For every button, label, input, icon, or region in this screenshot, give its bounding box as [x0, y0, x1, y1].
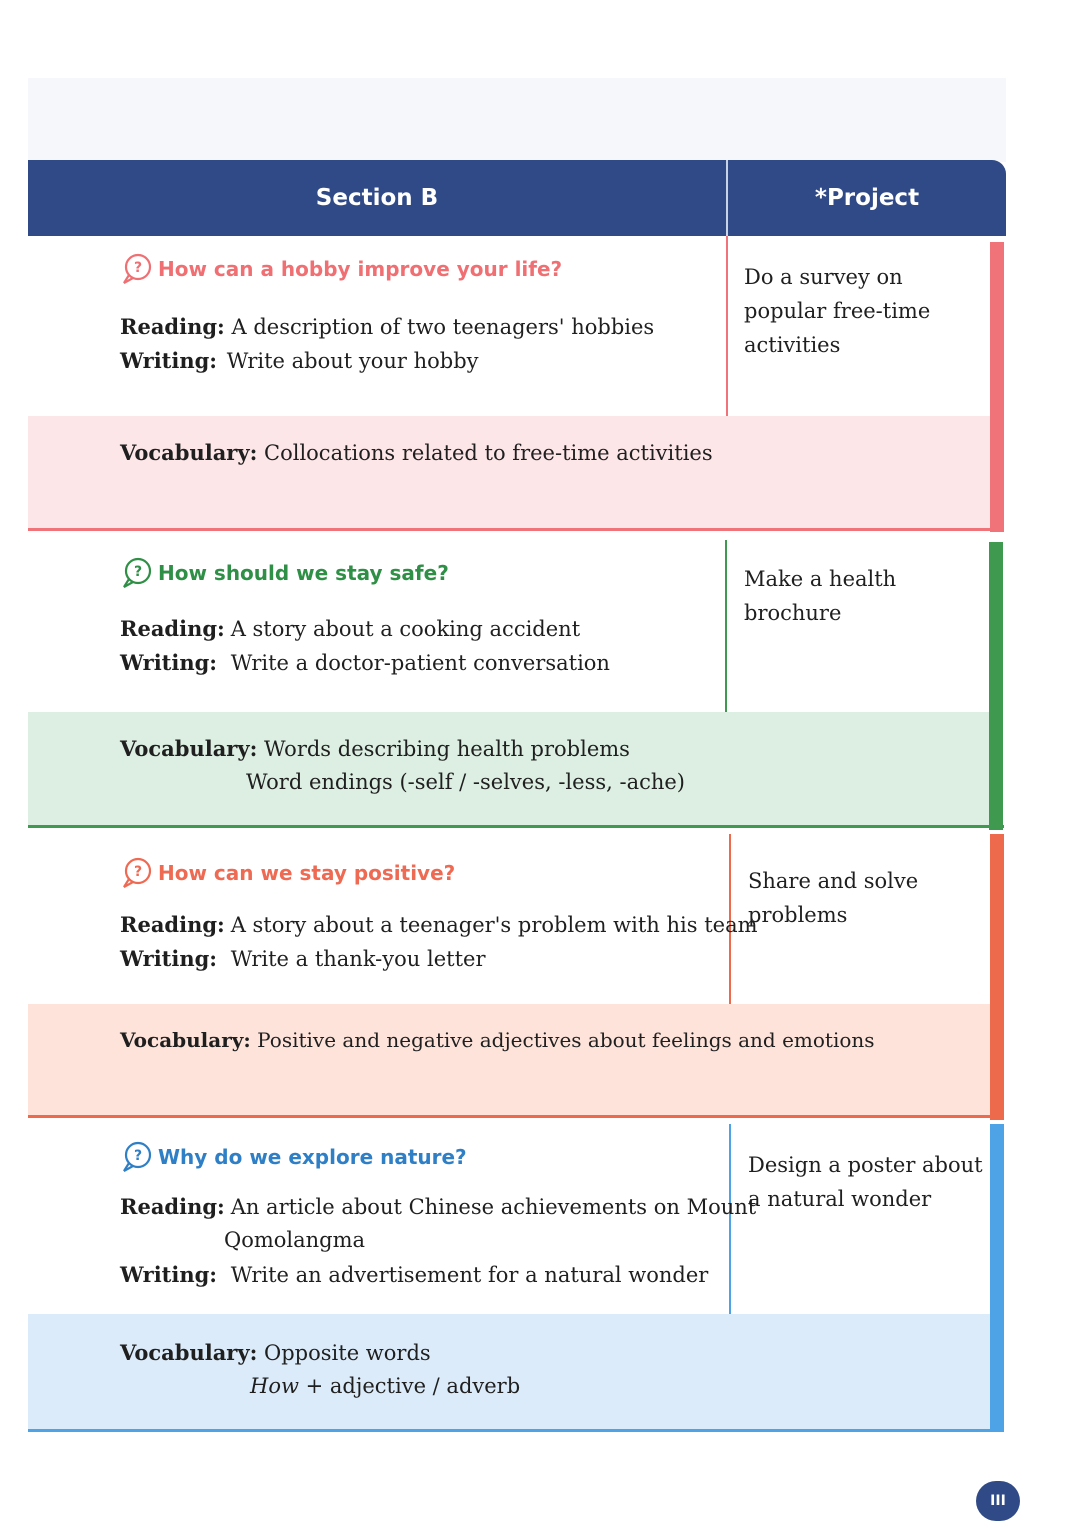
unit-question [120, 252, 562, 286]
vocabulary-text-2: Word endings (-self / -selves, -less, -ache) [246, 770, 686, 794]
reading-row [120, 912, 758, 937]
writing-label: Writing: [120, 1262, 218, 1287]
project-text: Make a health brochure [744, 567, 897, 625]
column-divider [726, 236, 728, 416]
unit-block-4 [28, 1124, 1006, 1434]
vocabulary-label: Vocabulary: [120, 1028, 251, 1052]
reading-text-cont: Qomolangma [224, 1228, 366, 1252]
question-text: How should we stay safe? [158, 561, 449, 585]
vocabulary-row [120, 1340, 431, 1365]
unit-question [120, 1140, 467, 1174]
section-b-header: Section B [28, 160, 728, 236]
unit-color-bar [990, 242, 1004, 532]
vocabulary-text: Words describing health problems [264, 737, 630, 761]
vocabulary-row-2 [246, 770, 685, 794]
writing-label: Writing: [120, 348, 218, 373]
reading-row-cont [224, 1228, 365, 1252]
writing-row [120, 946, 485, 971]
svg-text:?: ? [133, 260, 143, 276]
reading-text: A story about a teenager's problem with his team [230, 913, 758, 937]
writing-text: Write an advertisement for a natural wonder [230, 1263, 709, 1287]
vocabulary-row [120, 736, 630, 761]
question-text: How can a hobby improve your life? [158, 257, 563, 281]
reading-label: Reading: [120, 616, 225, 641]
unit-block-1 [28, 236, 1006, 532]
unit-bottom-line [28, 1115, 1004, 1118]
writing-text: Write about your hobby [226, 349, 479, 373]
unit-bottom-line [28, 825, 1004, 828]
unit-question [120, 556, 449, 590]
writing-text: Write a doctor-patient conversation [230, 651, 610, 675]
svg-text:?: ? [133, 864, 143, 880]
svg-text:?: ? [133, 564, 143, 580]
reading-row [120, 314, 654, 339]
reading-text: A description of two teenagers' hobbies [231, 315, 655, 339]
reading-label: Reading: [120, 1194, 225, 1219]
reading-row [120, 1194, 756, 1219]
vocabulary-row-2 [250, 1374, 520, 1398]
vocabulary-row [120, 1028, 875, 1052]
unit-block-3 [28, 834, 1006, 1120]
project-text: Do a survey on popular free-time activities [744, 265, 931, 357]
vocabulary-band [28, 1004, 990, 1116]
writing-row [120, 650, 610, 675]
project-text: Design a poster about a natural wonder [748, 1153, 983, 1211]
vocabulary-band [28, 1314, 990, 1430]
question-bubble-icon [120, 252, 154, 286]
reading-text: An article about Chinese achievements on Mount [230, 1195, 757, 1219]
unit-bottom-line [28, 528, 1004, 531]
question-text: How can we stay positive? [158, 861, 456, 885]
writing-row [120, 1262, 708, 1287]
reading-row [120, 616, 580, 641]
column-divider [729, 1124, 731, 1314]
vocabulary-row [120, 440, 713, 465]
page-number-badge: III [976, 1481, 1020, 1521]
vocabulary-label: Vocabulary: [120, 1340, 258, 1365]
vocabulary-italic-word: How [250, 1374, 299, 1398]
writing-row [120, 348, 479, 373]
vocabulary-text: Positive and negative adjectives about feelings and emotions [257, 1028, 875, 1052]
unit-color-bar [990, 1124, 1004, 1432]
vocabulary-text: Collocations related to free-time activities [264, 441, 713, 465]
svg-text:?: ? [133, 1148, 143, 1164]
unit-color-bar [990, 834, 1004, 1120]
question-text: Why do we explore nature? [158, 1145, 467, 1169]
vocabulary-label: Vocabulary: [120, 736, 258, 761]
reading-text: A story about a cooking accident [230, 617, 581, 641]
unit-question [120, 856, 455, 890]
project-text: Share and solve problems [748, 869, 919, 927]
unit-bottom-line [28, 1429, 1004, 1432]
reading-label: Reading: [120, 912, 225, 937]
page-top-band [28, 78, 1006, 162]
vocabulary-label: Vocabulary: [120, 440, 258, 465]
question-bubble-icon [120, 1140, 154, 1174]
vocabulary-band [28, 712, 990, 826]
project-header: *Project [814, 185, 920, 211]
question-bubble-icon [120, 556, 154, 590]
writing-label: Writing: [120, 946, 218, 971]
vocabulary-text: Opposite words [264, 1341, 431, 1365]
writing-label: Writing: [120, 650, 218, 675]
reading-label: Reading: [120, 314, 225, 339]
unit-block-2 [28, 540, 1006, 830]
table-header [28, 160, 1006, 236]
column-divider [725, 540, 727, 712]
writing-text: Write a thank-you letter [230, 947, 486, 971]
question-bubble-icon [120, 856, 154, 890]
unit-color-bar [989, 542, 1003, 830]
vocabulary-text-2: + adjective / adverb [305, 1374, 521, 1398]
vocabulary-band [28, 416, 990, 529]
